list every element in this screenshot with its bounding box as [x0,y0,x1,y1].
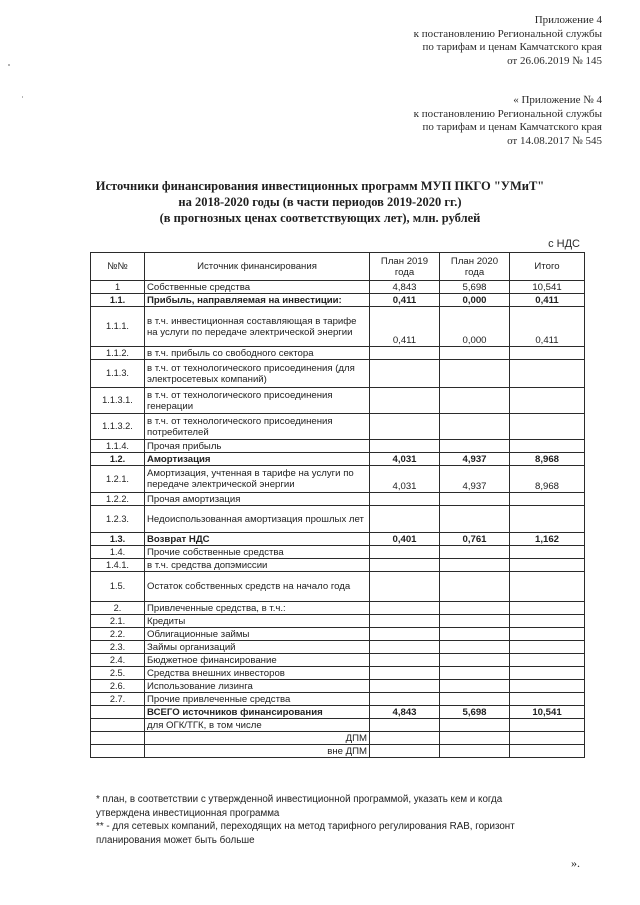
scan-speck [8,64,10,66]
row-plan-2020 [440,360,510,388]
row-number [91,732,145,745]
row-plan-2020 [440,388,510,414]
row-plan-2020: 5,698 [440,281,510,294]
table-row [91,732,585,745]
row-total [510,680,585,693]
row-source-name: Привлеченные средства, в т.ч.: [145,602,370,615]
row-number: 1.4.1. [91,559,145,572]
header-line: к постановлению Региональной службы [413,107,602,120]
row-number: 1.1.2. [91,347,145,360]
table-row [91,745,585,758]
row-plan-2019 [370,388,440,414]
row-plan-2020: 5,698 [440,706,510,719]
row-source-name: Недоиспользованная амортизация прошлых лет [145,506,370,533]
header-line: от 26.06.2019 № 145 [507,54,602,67]
row-number: 2.7. [91,693,145,706]
row-plan-2020 [440,628,510,641]
row-plan-2019 [370,641,440,654]
table-row [91,294,585,307]
row-source-name: Амортизация [145,453,370,466]
row-source-name: в т.ч. прибыль со свободного сектора [145,347,370,360]
title-line: Источники финансирования инвестиционных программ МУП ПКГО "УМиТ" [95,179,545,193]
row-plan-2019: 0,401 [370,533,440,546]
table-row [91,347,585,360]
table-row [91,307,585,347]
table-row [91,559,585,572]
row-source-name: в т.ч. от технологического присоединения потребителей [145,414,370,440]
row-number [91,745,145,758]
row-total: 0,411 [510,294,585,307]
row-source-name: в т.ч. инвестиционная составляющая в тарифе на услуги по передаче электрической энергии [145,307,370,347]
row-source-name: для ОГК/ТГК, в том числе [145,719,370,732]
table-row [91,693,585,706]
header-line: Приложение 4 [534,14,602,26]
row-plan-2019: 4,031 [370,453,440,466]
row-source-name: ДПМ [145,732,370,745]
closing-quote: ». [571,856,580,870]
table-row [91,641,585,654]
row-total [510,360,585,388]
row-source-name: Кредиты [145,615,370,628]
row-plan-2019 [370,546,440,559]
row-total [510,732,585,745]
row-plan-2019: 4,843 [370,706,440,719]
row-number: 1.3. [91,533,145,546]
table-row [91,388,585,414]
table-row [91,360,585,388]
row-plan-2020: 0,761 [440,533,510,546]
row-number: 1.2.3. [91,506,145,533]
row-number: 1.1.3. [91,360,145,388]
title-line: (в прогнозных ценах соответствующих лет), млн. рублей [159,211,481,225]
row-plan-2019 [370,347,440,360]
row-number: 1.1.3.1. [91,388,145,414]
row-plan-2019 [370,360,440,388]
row-total [510,719,585,732]
row-source-name: в т.ч. средства допэмиссии [145,559,370,572]
row-plan-2019 [370,506,440,533]
row-source-name: вне ДПМ [145,745,370,758]
row-source-name: ВСЕГО источников финансирования [145,706,370,719]
row-plan-2019 [370,680,440,693]
table-row [91,440,585,453]
row-plan-2020 [440,719,510,732]
row-number: 1.1. [91,294,145,307]
header-source: Источник финансирования [145,253,370,281]
row-plan-2020 [440,615,510,628]
row-plan-2019 [370,693,440,706]
scan-speck [22,96,23,98]
table-row [91,719,585,732]
row-plan-2019: 4,031 [370,466,440,493]
table-row [91,706,585,719]
header-line: от 14.08.2017 № 545 [507,134,602,147]
table-row [91,602,585,615]
row-plan-2020 [440,414,510,440]
row-total [510,414,585,440]
row-number: 1.2.2. [91,493,145,506]
footnotes [96,793,536,847]
row-total [510,693,585,706]
row-number: 2.6. [91,680,145,693]
header-plan-2019: План 2019 года [370,253,440,281]
row-plan-2019 [370,559,440,572]
row-plan-2019 [370,745,440,758]
header-num: №№ [91,253,145,281]
row-total [510,440,585,453]
header-line: по тарифам и ценам Камчатского края [422,41,602,54]
row-plan-2019 [370,572,440,602]
table-row [91,615,585,628]
row-source-name: Займы организаций [145,641,370,654]
row-total [510,745,585,758]
row-number: 2.2. [91,628,145,641]
row-plan-2019 [370,654,440,667]
row-plan-2020 [440,732,510,745]
row-total: 0,411 [510,307,585,347]
row-total [510,628,585,641]
row-source-name: Средства внешних инвесторов [145,667,370,680]
row-total [510,546,585,559]
table-row [91,466,585,493]
row-total: 10,541 [510,706,585,719]
row-plan-2020 [440,347,510,360]
row-number: 1.5. [91,572,145,602]
row-number: 1.1.1. [91,307,145,347]
row-plan-2020 [440,572,510,602]
row-number: 2.3. [91,641,145,654]
row-plan-2020 [440,654,510,667]
financing-table [90,252,585,758]
vat-note: с НДС [548,238,580,250]
row-plan-2020 [440,602,510,615]
row-plan-2019 [370,719,440,732]
row-source-name: Прочие привлеченные средства [145,693,370,706]
footnote-1: * план, в соответствии с утвержденной инвестиционной программой, указать кем и когда утверждена инвестиционная программа [96,794,503,819]
footnote-2: ** - для сетевых компаний, переходящих на метод тарифного регулирования RAB, горизонт планирования может быть больше [96,821,515,846]
row-plan-2020 [440,493,510,506]
title-line: на 2018-2020 годы (в части периодов 2019-2020 гг.) [178,195,462,209]
row-plan-2020 [440,680,510,693]
row-source-name: Использование лизинга [145,680,370,693]
row-source-name: в т.ч. от технологического присоединения генерации [145,388,370,414]
row-total: 1,162 [510,533,585,546]
row-plan-2020 [440,667,510,680]
table-row [91,506,585,533]
row-source-name: Собственные средства [145,281,370,294]
row-total [510,654,585,667]
table-row [91,414,585,440]
row-number: 2.5. [91,667,145,680]
row-plan-2020: 4,937 [440,466,510,493]
row-number: 1.1.3.2. [91,414,145,440]
table-header-row [91,253,585,281]
row-plan-2019 [370,414,440,440]
row-source-name: Облигационные займы [145,628,370,641]
row-plan-2019 [370,628,440,641]
row-total: 10,541 [510,281,585,294]
row-plan-2019: 0,411 [370,307,440,347]
row-plan-2020 [440,745,510,758]
row-source-name: Возврат НДС [145,533,370,546]
row-number: 1.2. [91,453,145,466]
row-source-name: Бюджетное финансирование [145,654,370,667]
row-plan-2020: 0,000 [440,307,510,347]
row-total [510,615,585,628]
row-source-name: Амортизация, учтенная в тарифе на услуги по передаче электрической энергии [145,466,370,493]
row-plan-2019 [370,493,440,506]
row-source-name: Прочие собственные средства [145,546,370,559]
row-total [510,506,585,533]
row-number: 1 [91,281,145,294]
table-row [91,628,585,641]
header-line: по тарифам и ценам Камчатского края [422,121,602,134]
appendix-header-current [414,14,602,68]
row-plan-2019 [370,732,440,745]
row-plan-2019 [370,602,440,615]
row-plan-2019: 0,411 [370,294,440,307]
row-total [510,572,585,602]
row-number: 1.4. [91,546,145,559]
table-row [91,493,585,506]
row-number [91,719,145,732]
table-row [91,546,585,559]
appendix-header-previous [414,94,602,148]
table-row [91,533,585,546]
row-number: 1.1.4. [91,440,145,453]
row-number: 2. [91,602,145,615]
row-number: 2.4. [91,654,145,667]
table-row [91,453,585,466]
header-plan-2020: План 2020 года [440,253,510,281]
row-source-name: Прочая прибыль [145,440,370,453]
row-plan-2020: 0,000 [440,294,510,307]
table-row [91,680,585,693]
row-plan-2020 [440,641,510,654]
header-line: к постановлению Региональной службы [413,27,602,40]
row-source-name: Прибыль, направляемая на инвестиции: [145,294,370,307]
row-total: 8,968 [510,453,585,466]
row-plan-2019 [370,667,440,680]
row-plan-2020 [440,693,510,706]
row-total [510,347,585,360]
row-plan-2020 [440,546,510,559]
table-row [91,654,585,667]
row-source-name: Прочая амортизация [145,493,370,506]
row-plan-2019: 4,843 [370,281,440,294]
table-row [91,667,585,680]
row-plan-2020: 4,937 [440,453,510,466]
table-row [91,281,585,294]
row-total [510,388,585,414]
row-plan-2019 [370,615,440,628]
header-line: « Приложение № 4 [513,94,602,106]
row-total [510,602,585,615]
row-total [510,493,585,506]
row-plan-2020 [440,440,510,453]
row-total [510,559,585,572]
row-plan-2020 [440,559,510,572]
document-title [0,178,640,226]
row-plan-2019 [370,440,440,453]
row-number: 1.2.1. [91,466,145,493]
row-number: 2.1. [91,615,145,628]
row-source-name: Остаток собственных средств на начало года [145,572,370,602]
row-source-name: в т.ч. от технологического присоединения (для электросетевых компаний) [145,360,370,388]
row-total [510,667,585,680]
table-row [91,572,585,602]
row-plan-2020 [440,506,510,533]
row-number [91,706,145,719]
row-total: 8,968 [510,466,585,493]
header-total: Итого [510,253,585,281]
row-total [510,641,585,654]
